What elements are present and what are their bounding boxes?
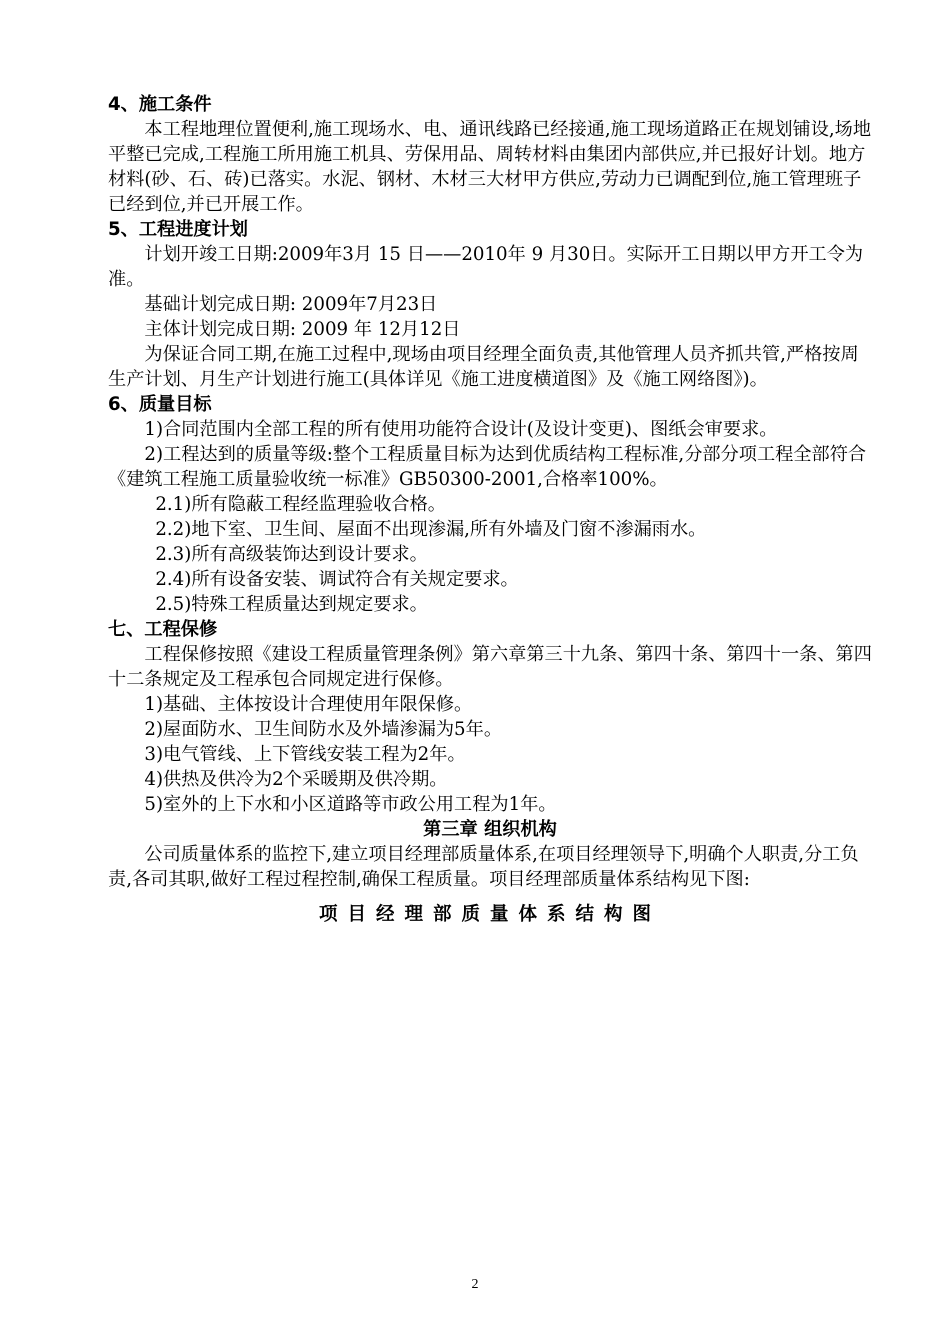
quality-item-1: 1)合同范围内全部工程的所有使用功能符合设计(及设计变更)、图纸会审要求。 — [144, 419, 778, 440]
schedule-plan: 计划开竣工日期:2009年3月 15 日——2010年 9 月30日。实际开工日期以甲方开工令为准。 — [108, 244, 864, 290]
schedule-guarantee: 为保证合同工期,在施工过程中,现场由项目经理全面负责,其他管理人员齐抓共管,严格按周生产计划、月生产计划进行施工(具体详见《施工进度横道图》及《施工网络图》)。 — [108, 344, 859, 390]
section-body-4: 本工程地理位置便利,施工现场水、电、通讯线路已经接通,施工现场道路正在规划铺设,场地平整已完成,工程施工所用施工机具、劳保用品、周转材料由集团内部供应,并已报好计划。地方材料(砂、石、砖)已落实。水泥、钢材、木材三大材甲方供应,劳动力已调配到位,施工管理班子已经到位,并已开展工作。 — [108, 119, 872, 215]
quality-item-2: 2)工程达到的质量等级:整个工程质量目标为达到优质结构工程标准,分部分项工程全部符合《建筑工程施工质量验收统一标准》GB50300-2001,合格率100%。 — [108, 444, 867, 490]
warranty-item: 2)屋面防水、卫生间防水及外墙渗漏为5年。 — [144, 719, 503, 740]
document-page — [108, 92, 872, 927]
quality-sub-item: 2.3)所有高级装饰达到设计要求。 — [155, 544, 428, 565]
warranty-item: 5)室外的上下水和小区道路等市政公用工程为1年。 — [144, 794, 557, 815]
quality-sub-item: 2.5)特殊工程质量达到规定要求。 — [155, 594, 428, 615]
section-heading-5: 5、工程进度计划 — [108, 219, 248, 240]
page-number: 2 — [471, 1277, 479, 1292]
quality-sub-item: 2.1)所有隐蔽工程经监理验收合格。 — [155, 494, 446, 515]
quality-sub-item: 2.2)地下室、卫生间、屋面不出现渗漏,所有外墙及门窗不渗漏雨水。 — [155, 519, 707, 540]
warranty-item: 1)基础、主体按设计合理使用年限保修。 — [144, 694, 473, 715]
warranty-item: 4)供热及供冷为2个采暖期及供冷期。 — [144, 769, 448, 790]
warranty-body: 工程保修按照《建设工程质量管理条例》第六章第三十九条、第四十条、第四十一条、第四十二条规定及工程承包合同规定进行保修。 — [108, 644, 872, 690]
warranty-item: 3)电气管线、上下管线安装工程为2年。 — [144, 744, 466, 765]
main-structure-date: 主体计划完成日期: 2009 年 12月12日 — [144, 319, 461, 340]
diagram-title: 项目经理部质量体系结构图 — [318, 904, 661, 925]
section-heading-4: 4、施工条件 — [108, 94, 212, 115]
chapter-title: 第三章 组织机构 — [423, 819, 557, 840]
foundation-date: 基础计划完成日期: 2009年7月23日 — [144, 294, 438, 315]
section-heading-6: 6、质量目标 — [108, 394, 212, 415]
section-heading-7: 七、工程保修 — [108, 619, 218, 640]
quality-sub-item: 2.4)所有设备安装、调试符合有关规定要求。 — [155, 569, 519, 590]
chapter-body: 公司质量体系的监控下,建立项目经理部质量体系,在项目经理领导下,明确个人职责,分工负责,各司其职,做好工程过程控制,确保工程质量。项目经理部质量体系结构见下图: — [108, 844, 859, 890]
